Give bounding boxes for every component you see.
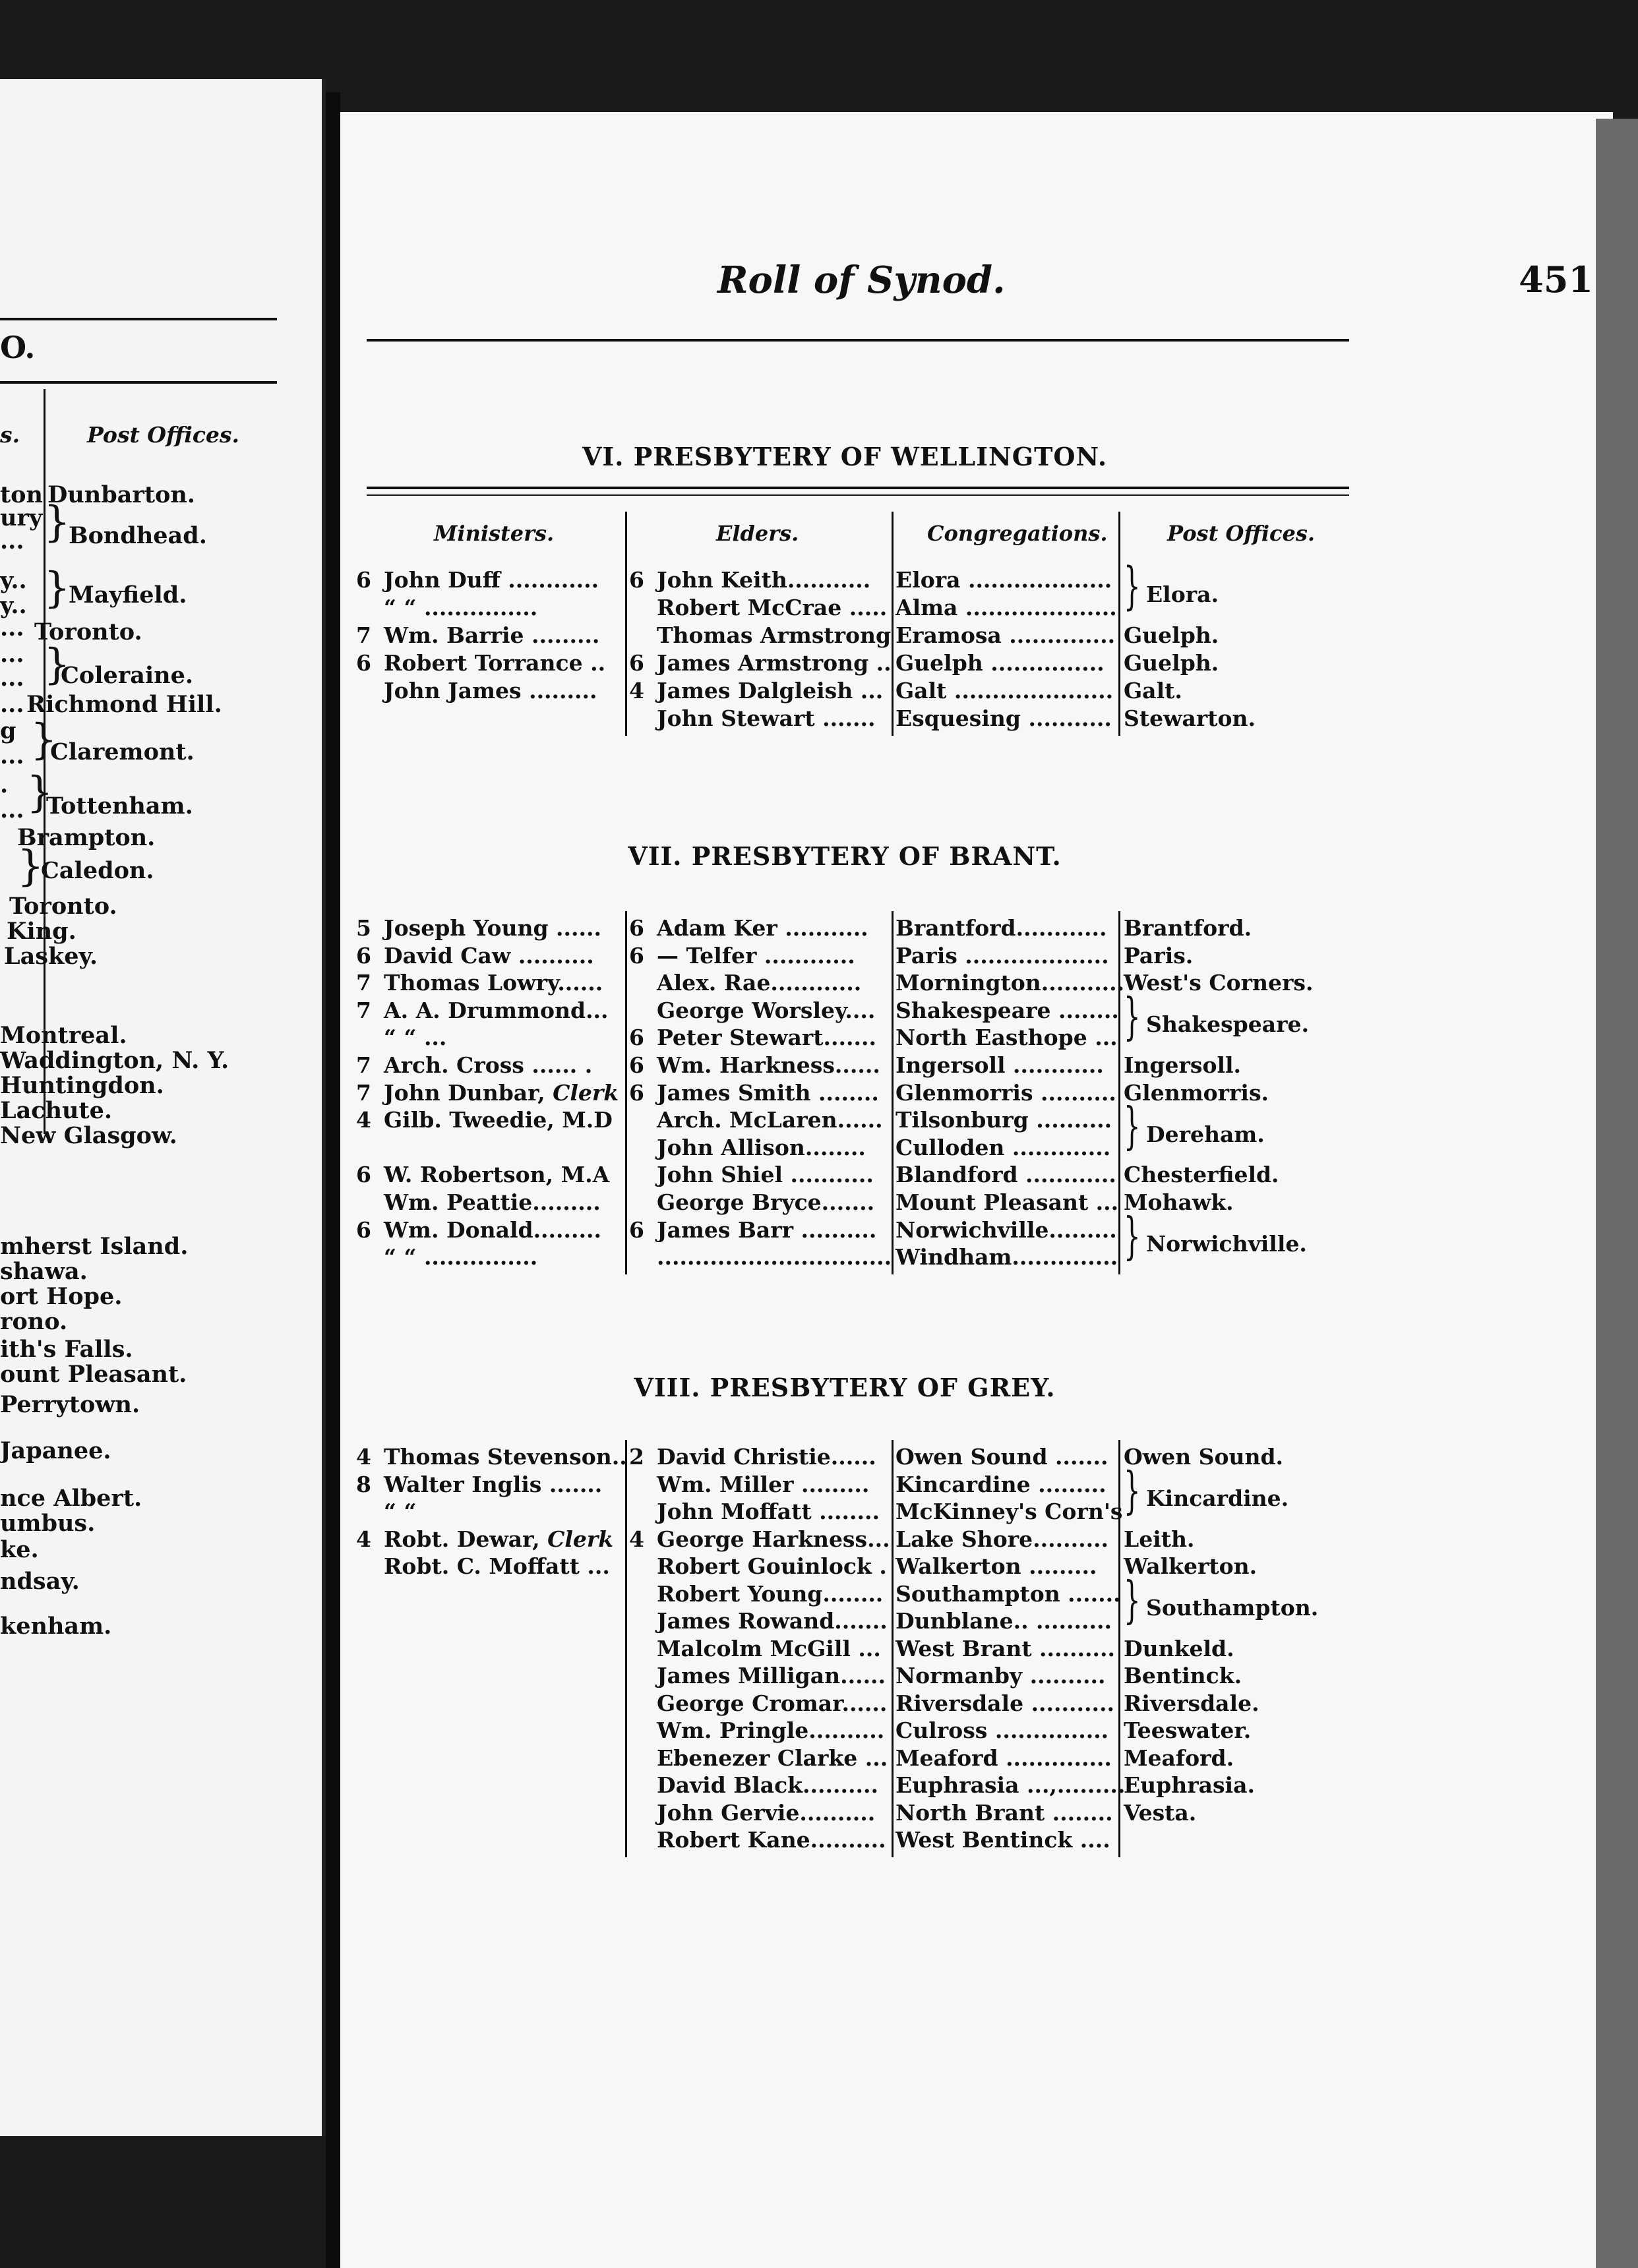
minister: A. A. Drummond... [384,997,609,1023]
roll-row [340,1080,1606,1108]
minister: Gilb. Tweedie, M.D [384,1107,613,1133]
roll-row [340,705,1606,733]
left-post-office: King. [7,918,76,945]
left-page-rule-2 [0,381,277,384]
left-page-title: O. [0,330,36,365]
left-post-office: kenham. [0,1613,112,1640]
left-post-office: ndsay. [0,1568,80,1595]
congregation: Alma .................... [895,595,1117,620]
elder: Robert Kane.......... [657,1827,886,1853]
grouping-brace: } [1124,1462,1141,1520]
left-post-office: g [0,717,16,744]
grouping-brace: } [1124,558,1141,616]
roll-row [340,1025,1606,1052]
congregation: Owen Sound ....... [895,1444,1108,1470]
page-edge [1596,119,1638,2268]
roll-row [340,650,1606,678]
grouping-brace: } [1124,1098,1141,1156]
number: 4 [356,1107,371,1133]
congregation: Brantford............ [895,915,1107,941]
roll-row [340,1800,1606,1828]
roll-row [340,998,1606,1025]
minister: W. Robertson, M.A [384,1162,610,1188]
left-post-office: ury [0,504,43,531]
left-post-office: shawa. [0,1258,88,1285]
left-brace: } [44,640,71,689]
post-office: Euphrasia. [1124,1772,1255,1798]
left-brace: } [44,498,71,547]
roll-row [340,595,1606,622]
left-post-office: Tottenham. [46,792,193,820]
post-office: Dunkeld. [1124,1635,1234,1661]
left-post-office: Dunbarton. [47,481,195,508]
minister: “ “ [384,1499,417,1524]
grouped-post-office: Norwichville. [1146,1231,1307,1257]
elder-number: 6 [629,1052,644,1078]
minister: Walter Inglis ....... [384,1471,603,1497]
left-brace: } [44,564,71,612]
left-post-office: Caledon. [41,857,154,884]
elder: James Rowand....... [657,1608,888,1634]
left-post-office: ount Pleasant. [0,1361,187,1388]
congregation: West Bentinck .... [895,1827,1110,1853]
congregation: North Easthope ... [895,1025,1118,1051]
left-post-office: ort Hope. [0,1283,123,1310]
section-rule [367,487,1349,489]
congregation: Eramosa .............. [895,622,1116,648]
elder: Thomas Armstrong [657,622,892,648]
number: 7 [356,997,371,1023]
congregation: Normanby .......... [895,1663,1106,1688]
roll-row [340,1636,1606,1663]
congregation: Lake Shore.......... [895,1526,1109,1552]
roll-row [340,1472,1606,1499]
elder: John Allison........ [657,1134,866,1160]
column-header-ministers: Ministers. [434,521,555,546]
elder: John Moffatt ........ [657,1499,880,1524]
elder: Wm. Pringle.......... [657,1717,885,1743]
elder-number: 4 [629,678,644,703]
elder: John Gervie.......... [657,1799,876,1826]
elder-number: 6 [629,1025,644,1051]
number: 7 [356,1079,371,1106]
book-gutter [326,92,340,2268]
section-title: VII. PRESBYTERY OF BRANT. [628,841,1062,871]
post-office: Mohawk. [1124,1189,1234,1215]
left-post-office: ... [0,614,24,642]
left-post-office: New Glasgow. [0,1122,177,1149]
number: 7 [356,970,371,996]
post-office: Galt. [1124,678,1182,703]
elder: George Harkness... [657,1526,890,1552]
congregation: Shakespeare ........ [895,997,1119,1023]
post-office: Owen Sound. [1124,1444,1284,1470]
minister: Wm. Donald......... [384,1216,601,1243]
roll-row [340,567,1606,595]
post-office: Vesta. [1124,1799,1197,1826]
minister: Wm. Peattie......... [384,1189,601,1215]
elder: Robert Gouinlock . [657,1553,887,1579]
congregation: Paris ................... [895,942,1109,969]
roll-row [340,1217,1606,1245]
grouped-post-office: Shakespeare. [1146,1011,1309,1038]
number: 6 [356,567,371,593]
minister: Arch. Cross ...... . [384,1052,593,1078]
roll-row [340,1827,1606,1855]
post-office: Guelph. [1124,622,1219,648]
post-office: Glenmorris. [1124,1079,1269,1106]
congregation: Riversdale ........... [895,1690,1114,1716]
minister: Thomas Stevenson.. [384,1444,627,1470]
left-col-header: Post Offices. [87,422,239,448]
elder: John Shiel ........... [657,1162,874,1188]
congregation: Kincardine ......... [895,1471,1107,1497]
minister: “ “ ... [384,1025,447,1051]
minister: “ “ ............... [384,1244,538,1270]
elder: Peter Stewart....... [657,1025,876,1051]
roll-row [340,1690,1606,1718]
left-post-office: Richmond Hill. [26,691,222,718]
number: 4 [356,1526,371,1552]
post-office: Ingersoll. [1124,1052,1242,1078]
minister: John James ......... [384,678,597,703]
left-post-office: Lachute. [0,1097,113,1124]
congregation: Elora ................... [895,567,1112,593]
roll-row [340,1499,1606,1526]
congregation: Galt ..................... [895,678,1114,703]
congregation: North Brant ........ [895,1799,1113,1826]
elder: James Milligan...... [657,1663,886,1688]
elder: David Black.......... [657,1772,878,1798]
elder-number: 4 [629,1526,644,1552]
elder-number: 2 [629,1444,644,1470]
congregation: Esquesing ........... [895,705,1112,731]
left-post-office: Bondhead. [69,522,207,549]
left-post-office: ... [0,796,24,823]
left-post-office: nce Albert. [0,1485,142,1512]
congregation: Mount Pleasant ... [895,1189,1119,1215]
elder: James Barr .......... [657,1216,877,1243]
column-header-elders: Elders. [716,521,799,546]
number: 4 [356,1444,371,1470]
elder: James Smith ........ [657,1079,879,1106]
post-office: Guelph. [1124,650,1219,676]
elder: Ebenezer Clarke ... [657,1745,888,1771]
grouping-brace: } [1124,1207,1141,1265]
number: 7 [356,622,371,648]
left-brace: } [17,842,44,891]
section-rule-thin [367,494,1349,496]
congregation: Culloden ............. [895,1134,1111,1160]
elder: George Worsley.... [657,997,876,1023]
section-title: VI. PRESBYTERY OF WELLINGTON. [582,442,1108,471]
elder: John Keith........... [657,567,871,593]
number: 8 [356,1471,371,1497]
post-office: Bentinck. [1124,1663,1242,1688]
left-post-office: Toronto. [34,618,142,645]
elder: Wm. Harkness...... [657,1052,880,1078]
roll-row [340,1052,1606,1080]
roll-row [340,1107,1606,1135]
number: 6 [356,1216,371,1243]
post-office: Leith. [1124,1526,1195,1552]
left-post-office: Claremont. [50,738,195,765]
elder: Malcolm McGill ... [657,1635,881,1661]
left-post-office: Brampton. [17,824,156,851]
left-post-office: Japanee. [0,1437,111,1464]
roll-row [340,1189,1606,1217]
minister: Robert Torrance .. [384,650,606,676]
roll-row [340,970,1606,998]
left-post-office: ... [0,742,24,769]
post-office: West's Corners. [1124,970,1314,996]
congregation: Windham.............. [895,1244,1118,1270]
left-post-office: y.. [0,592,27,619]
left-post-office: Montreal. [0,1022,127,1049]
roll-row [340,1135,1606,1162]
roll-row [340,1444,1606,1472]
number: 6 [356,650,371,676]
roll-row [340,1581,1606,1609]
elder: George Cromar...... [657,1690,888,1716]
left-post-office: Huntingdon. [0,1072,164,1099]
minister: Thomas Lowry...... [384,970,603,996]
number: 5 [356,915,371,941]
left-col-fragment: s. [0,422,20,448]
roll-row [340,1608,1606,1636]
post-office: Meaford. [1124,1745,1234,1771]
congregation: Norwichville......... [895,1216,1117,1243]
clerk-designation: Clerk [553,1079,619,1106]
congregation: McKinney's Corn's [895,1499,1123,1524]
minister: John Duff ............ [384,567,599,593]
congregation: Southampton ....... [895,1580,1121,1607]
running-title: Roll of Synod. [717,258,1006,302]
congregation: Meaford .............. [895,1745,1112,1771]
left-page [0,79,326,2136]
left-post-office: Coleraine. [61,662,194,689]
grouping-brace: } [1124,1571,1141,1629]
congregation: Walkerton ......... [895,1553,1097,1579]
left-post-office: ith's Falls. [0,1336,133,1363]
elder-number: 6 [629,567,644,593]
left-post-office: mherst Island. [0,1233,189,1260]
left-post-office: ... [0,665,24,692]
number: 6 [356,942,371,969]
left-post-office: Laskey. [4,943,98,970]
elder: — Telfer ............ [657,942,855,969]
congregation: Culross ............... [895,1717,1109,1743]
elder-number: 6 [629,1079,644,1106]
minister: Wm. Barrie ......... [384,622,600,648]
left-post-office: ton [0,481,43,508]
minister: Robt. C. Moffatt ... [384,1553,610,1579]
post-office: Brantford. [1124,915,1252,941]
elder: Adam Ker ........... [657,915,868,941]
roll-row [340,678,1606,705]
post-office: Stewarton. [1124,705,1256,731]
left-post-office: rono. [0,1308,68,1335]
congregation: West Brant .......... [895,1635,1115,1661]
elder: ............................... [657,1244,892,1270]
section-title: VIII. PRESBYTERY OF GREY. [634,1373,1056,1402]
congregation: Ingersoll ............ [895,1052,1104,1078]
left-post-office: ... [0,691,24,718]
number: 7 [356,1052,371,1078]
congregation: Guelph ............... [895,650,1105,676]
roll-row [340,622,1606,650]
minister: Joseph Young ...... [384,915,601,941]
congregation: Euphrasia ...,......... [895,1772,1126,1798]
elder: Arch. McLaren...... [657,1107,883,1133]
elder-number: 6 [629,915,644,941]
page-number: 451 [1519,258,1593,301]
post-office: Walkerton. [1124,1553,1258,1579]
left-post-office: ... [0,641,24,668]
post-office: Teeswater. [1124,1717,1252,1743]
minister: “ “ ............... [384,595,538,620]
left-post-office: ke. [0,1536,39,1563]
roll-row [340,1745,1606,1773]
right-page [340,112,1613,2268]
roll-row [340,1663,1606,1690]
elder: Alex. Rae............ [657,970,862,996]
post-office: Paris. [1124,942,1194,969]
left-post-office: y.. [0,567,27,594]
grouped-post-office: Kincardine. [1146,1485,1289,1511]
left-post-office: ... [0,527,24,554]
elder: John Stewart ....... [657,705,876,731]
left-post-office: Perrytown. [0,1391,140,1418]
roll-row [340,1772,1606,1800]
column-header-congregations: Congregations. [927,521,1108,546]
congregation: Tilsonburg .......... [895,1107,1112,1133]
roll-row [340,1717,1606,1745]
header-rule [367,339,1349,342]
elder-number: 6 [629,942,644,969]
roll-row [340,1526,1606,1554]
roll-row [340,1553,1606,1581]
left-brace: } [26,768,53,817]
post-office: Chesterfield. [1124,1162,1279,1188]
elder: David Christie...... [657,1444,876,1470]
column-header-post-offices: Post Offices. [1167,521,1315,546]
grouped-post-office: Elora. [1146,582,1219,607]
grouped-post-office: Dereham. [1146,1121,1265,1147]
left-post-office: Mayfield. [69,582,187,609]
clerk-designation: Clerk [547,1526,614,1552]
roll-row [340,915,1606,943]
grouping-brace: } [1124,988,1141,1046]
minister: Robt. Dewar, Clerk [384,1526,614,1552]
elder-number: 6 [629,650,644,676]
roll-row [340,943,1606,970]
elder: George Bryce....... [657,1189,875,1215]
left-page-rule [0,318,277,320]
post-office: Riversdale. [1124,1690,1259,1716]
left-post-office: umbus. [0,1510,96,1537]
elder: Robert Young........ [657,1580,884,1607]
left-brace: } [30,715,57,764]
congregation: Blandford ............ [895,1162,1116,1188]
left-post-office: Waddington, N. Y. [0,1047,229,1074]
congregation: Mornington........... [895,970,1125,996]
congregation: Glenmorris .......... [895,1079,1116,1106]
minister: David Caw .......... [384,942,594,969]
left-post-office: . [0,771,9,798]
elder: Wm. Miller ......... [657,1471,870,1497]
elder: James Armstrong .. [657,650,892,676]
elder-number: 6 [629,1216,644,1243]
elder: Robert McCrae ..... [657,595,888,620]
number: 6 [356,1162,371,1188]
congregation: Dunblane.. .......... [895,1608,1112,1634]
roll-row [340,1162,1606,1189]
elder: James Dalgleish ... [657,678,884,703]
roll-row [340,1244,1606,1272]
grouped-post-office: Southampton. [1146,1595,1319,1621]
minister: John Dunbar, Clerk [384,1079,619,1106]
left-post-office: Toronto. [9,893,117,920]
